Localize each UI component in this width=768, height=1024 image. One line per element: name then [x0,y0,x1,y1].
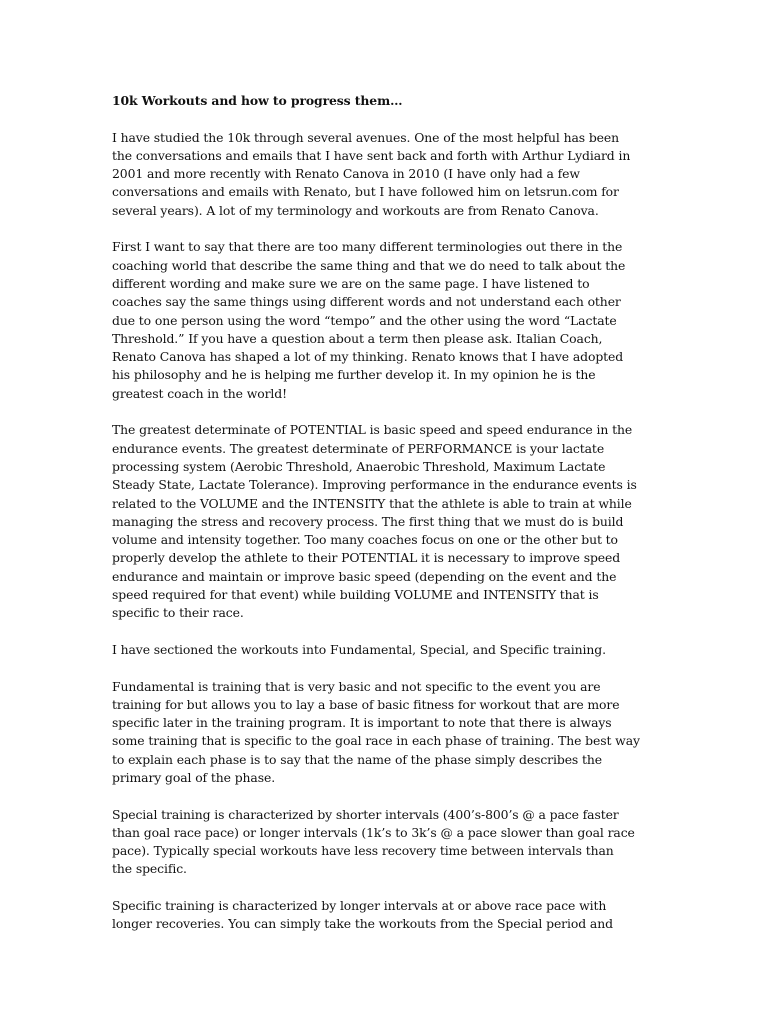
text-line: conversations and emails with Renato, but I have followed him on letsrun.com for [112,184,619,200]
text-line: pace). Typically special workouts have less recovery time between intervals than [112,843,614,859]
text-line: than goal race pace) or longer intervals (1k’s to 3k’s @ a pace slower than goal race [112,824,635,840]
text-line: Specific training is characterized by longer intervals at or above race pace with [112,898,607,914]
text-line: Threshold.” If you have a question about a term then please ask. Italian Coach, [112,330,603,346]
text-line: Fundamental is training that is very basic and not specific to the event you are [112,678,601,694]
text-line: 2001 and more recently with Renato Canova in 2010 (I have only had a few [112,166,580,182]
paragraph-fundamental [112,678,652,788]
text-line: Renato Canova has shaped a lot of my thinking. Renato knows that I have adopted [112,349,624,365]
text-line: different wording and make sure we are on the same page. I have listened to [112,275,590,291]
text-line: I have studied the 10k through several avenues. One of the most helpful has been [112,129,620,145]
text-line: some training that is specific to the goal race in each phase of training. The best way [112,733,640,749]
text-line: Steady State, Lactate Tolerance). Improving performance in the endurance events is [112,477,637,493]
text-line: coaching world that describe the same thing and that we do need to talk about the [112,257,626,273]
text-line: coaches say the same things using different words and not understand each other [112,294,621,310]
text-line: training for but allows you to lay a base of basic fitness for workout that are more [112,696,620,712]
text-line: the conversations and emails that I have sent back and forth with Arthur Lydiard in [112,147,631,163]
text-line: several years). A lot of my terminology and workouts are from Renato Canova. [112,202,599,218]
text-line: related to the VOLUME and the INTENSITY that the athlete is able to train at while [112,495,632,511]
document-title: 10k Workouts and how to progress them… [112,93,403,108]
paragraph-terminology [112,238,652,403]
paragraph-sections [112,641,652,659]
text-line: volume and intensity together. Too many coaches focus on one or the other but to [112,532,618,548]
text-line: his philosophy and he is helping me further develop it. In my opinion he is the [112,367,596,383]
text-line: specific later in the training program. It is important to note that there is always [112,715,612,731]
text-line: specific to their race. [112,605,244,621]
text-line: First I want to say that there are too many different terminologies out there in the [112,239,623,255]
text-line: primary goal of the phase. [112,769,276,785]
text-line: to explain each phase is to say that the name of the phase simply describes the [112,751,603,767]
paragraph-special [112,806,652,879]
paragraph-specific [112,897,652,934]
text-line: endurance events. The greatest determinate of PERFORMANCE is your lactate [112,440,605,456]
text-line: greatest coach in the world! [112,385,287,401]
paragraph-potential [112,421,652,622]
text-line: speed required for that event) while building VOLUME and INTENSITY that is [112,587,599,603]
paragraph-sources [112,129,652,220]
document-body [112,92,652,952]
text-line: The greatest determinate of POTENTIAL is basic speed and speed endurance in the [112,422,633,438]
text-line: I have sectioned the workouts into Fundamental, Special, and Specific training. [112,641,606,657]
text-line: endurance and maintain or improve basic speed (depending on the event and the [112,568,617,584]
text-line: Special training is characterized by shorter intervals (400’s-800’s @ a pace faster [112,806,619,822]
text-line: the specific. [112,861,187,877]
text-line: managing the stress and recovery process. The first thing that we must do is build [112,513,624,529]
text-line: properly develop the athlete to their POTENTIAL it is necessary to improve speed [112,550,621,566]
text-line: processing system (Aerobic Threshold, Anaerobic Threshold, Maximum Lactate [112,458,606,474]
text-line: due to one person using the word “tempo” and the other using the word “Lactate [112,312,617,328]
text-line: longer recoveries. You can simply take the workouts from the Special period and [112,916,613,932]
